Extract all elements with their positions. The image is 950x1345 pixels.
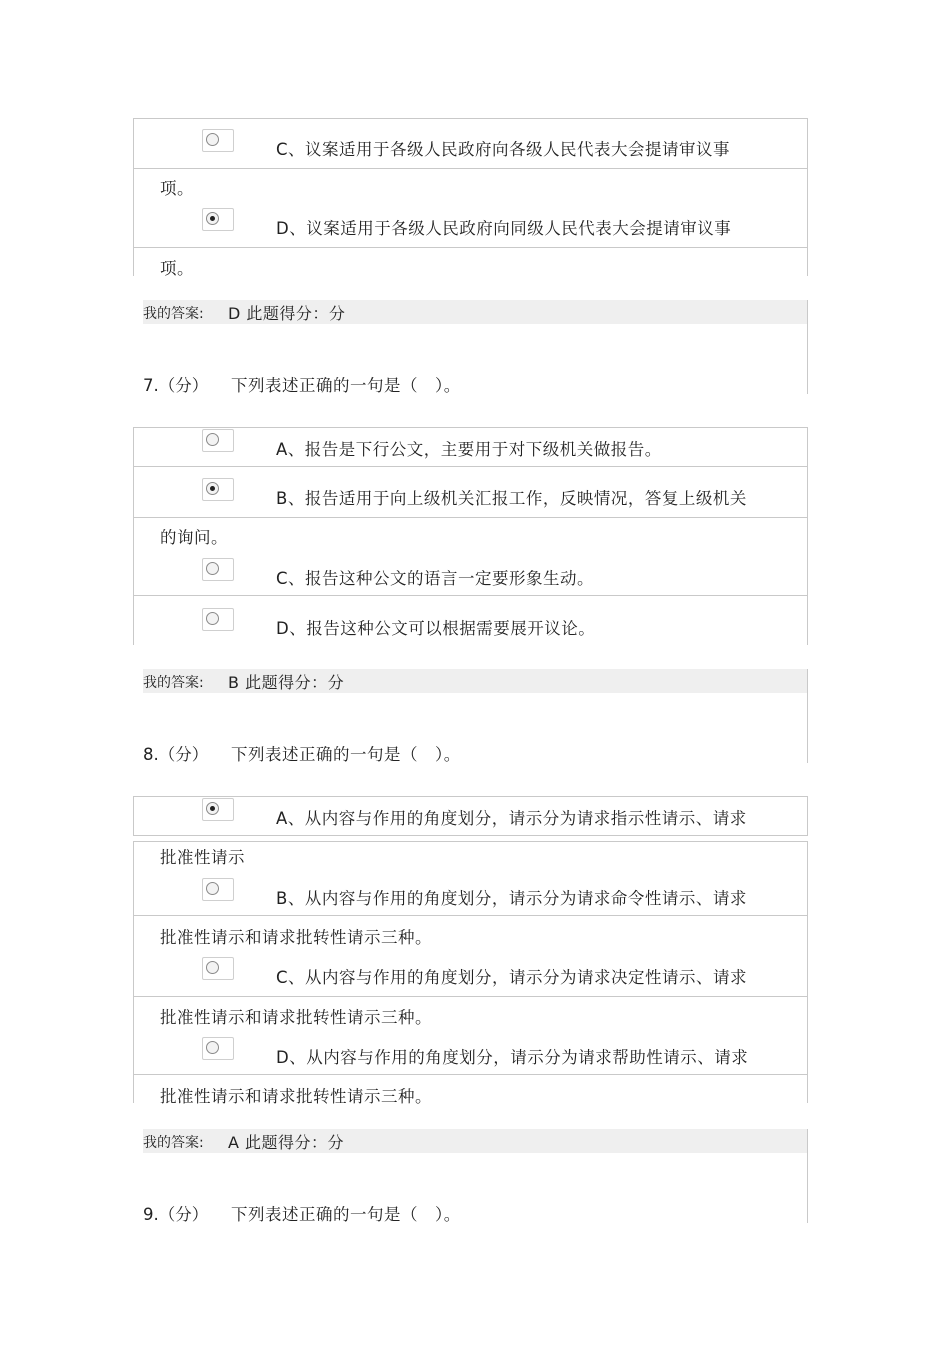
radio-circle-icon [206, 562, 219, 575]
q7-option-d-radio[interactable] [202, 608, 234, 631]
answer-text: D 此题得分：分 [228, 304, 346, 323]
q6-option-c-text-cont: 项。 [160, 179, 194, 198]
question-number: 7.（分） [143, 376, 209, 395]
q8-option-b-radio[interactable] [202, 878, 234, 901]
q6-answer-bar [143, 300, 807, 324]
q8-option-a-text-cont: 批准性请示 [160, 848, 245, 867]
q8-answer-bar [143, 1129, 807, 1153]
q8-option-b-text: B、从内容与作用的角度划分，请示分为请求命令性请示、请求 [276, 889, 747, 908]
question-text: 下列表述正确的一句是（ ）。 [231, 1205, 461, 1224]
q8-option-a-radio[interactable] [202, 798, 234, 821]
answer-label: 我的答案: [143, 1135, 204, 1151]
radio-selected-icon [206, 212, 219, 225]
q8-option-d-radio[interactable] [202, 1037, 234, 1060]
radio-circle-icon [206, 1041, 219, 1054]
q7-option-c-text: C、报告这种公文的语言一定要形象生动。 [276, 569, 595, 588]
radio-circle-icon [206, 612, 219, 625]
q7-option-c-radio[interactable] [202, 558, 234, 581]
q8-option-a-text: A、从内容与作用的角度划分，请示分为请求指示性请示、请求 [276, 809, 747, 828]
answer-text: B 此题得分：分 [228, 673, 345, 692]
q6-option-c-radio[interactable] [202, 129, 234, 152]
q8-option-d-text-cont: 批准性请示和请求批转性请示三种。 [160, 1087, 432, 1106]
q7-option-b-text-cont: 的询问。 [160, 528, 228, 547]
q8-option-d-text: D、从内容与作用的角度划分，请示分为请求帮助性请示、请求 [276, 1048, 749, 1067]
radio-circle-icon [206, 433, 219, 446]
radio-circle-icon [206, 133, 219, 146]
q8-option-c-text-cont: 批准性请示和请求批转性请示三种。 [160, 1008, 432, 1027]
radio-selected-icon [206, 802, 219, 815]
question-number: 9.（分） [143, 1205, 209, 1224]
q6-option-d-text: D、议案适用于各级人民政府向同级人民代表大会提请审议事 [276, 219, 732, 238]
q7-option-b-radio[interactable] [202, 478, 234, 501]
answer-label: 我的答案: [143, 306, 204, 322]
q8-option-b-text-cont: 批准性请示和请求批转性请示三种。 [160, 928, 432, 947]
q6-option-d-radio[interactable] [202, 208, 234, 231]
question-text: 下列表述正确的一句是（ ）。 [231, 376, 461, 395]
answer-text: A 此题得分：分 [228, 1133, 345, 1152]
answer-label: 我的答案: [143, 675, 204, 691]
q6-option-d-text-cont: 项。 [160, 259, 194, 278]
q8-option-c-radio[interactable] [202, 957, 234, 980]
q7-option-a-text: A、报告是下行公文，主要用于对下级机关做报告。 [276, 440, 662, 459]
radio-circle-icon [206, 961, 219, 974]
radio-selected-icon [206, 482, 219, 495]
q7-option-b-text: B、报告适用于向上级机关汇报工作，反映情况，答复上级机关 [276, 489, 747, 508]
radio-circle-icon [206, 882, 219, 895]
question-number: 8.（分） [143, 745, 209, 764]
q7-answer-bar [143, 669, 807, 693]
q8-option-c-text: C、从内容与作用的角度划分，请示分为请求决定性请示、请求 [276, 968, 748, 987]
q7-option-d-text: D、报告这种公文可以根据需要展开议论。 [276, 619, 596, 638]
q7-option-a-radio[interactable] [202, 429, 234, 452]
q6-option-c-text: C、议案适用于各级人民政府向各级人民代表大会提请审议事 [276, 140, 731, 159]
question-text: 下列表述正确的一句是（ ）。 [231, 745, 461, 764]
